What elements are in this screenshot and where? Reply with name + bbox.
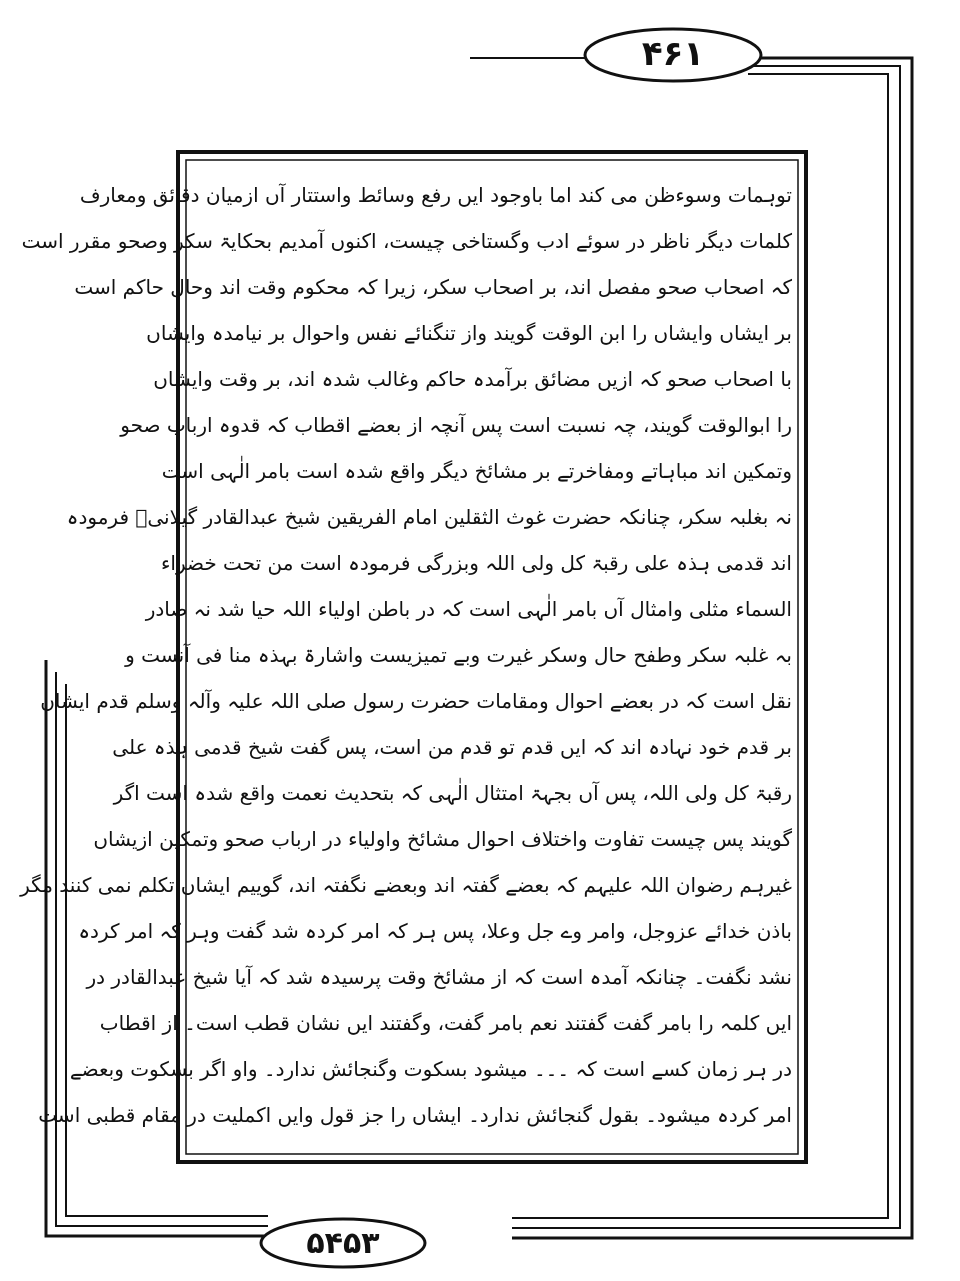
- text-line: وتمکین اند مباہاتے ومفاخرتے بر مشائخ دیگر واقع شدہ است بامر الٰہی است: [161, 459, 792, 483]
- page-number-bottom: ۵۴۵۳: [306, 1226, 380, 1261]
- text-line: نشد نگفت۔ چنانکہ آمدہ است کہ از مشائخ وقت پرسیدہ شد کہ آیا شیخ عبدالقادر در: [86, 965, 792, 989]
- text-line: امر کردہ میشود۔ بقول گنجائش ندارد۔ ایشاں را جز قول وایں اکملیت در مقام قطبی است: [38, 1103, 792, 1127]
- page-text-block: [20, 173, 792, 1153]
- page-number-top: ۴۶۱: [641, 34, 705, 74]
- text-line: گویند پس چیست تفاوت واختلاف احوال مشائخ واولیاء در ارباب صحو وتمکین ازیشاں: [93, 827, 792, 851]
- text-line: توہمات وسوءظن می کند اما باوجود ایں رفع وسائط واستتار آں ازمیان دقائق ومعارف: [79, 183, 792, 207]
- text-line: نہ بغلبہ سکر، چنانکہ حضرت غوث الثقلین امام الفریقین شیخ عبدالقادر گیلانیؒ فرمودہ: [66, 505, 792, 529]
- text-line: السماء مثلی وامثال آں بامر الٰہی است کہ در باطن اولیاء اللہ حیا شد نہ صادر: [145, 597, 792, 621]
- text-line: بر ایشاں وایشاں را ابن الوقت گویند واز تنگنائے نفس واحوال بر نیامدہ وایشاں: [146, 321, 792, 345]
- text-line: باذن خدائے عزوجل، وامر وے جل وعلا، پس ہر کہ امر کردہ شد گفت وہر کہ امر کردہ: [78, 919, 792, 943]
- text-line: با اصحاب صحو کہ ازیں مضائق برآمدہ حاکم وغالب شدہ اند، بر وقت وایشاں: [153, 367, 792, 391]
- text-line: غیرہم رضوان اللہ علیہم کہ بعضے گفتہ اند وبعضے نگفتہ اند، گوییم ایشاں تکلم نمی کنند مگر: [20, 873, 792, 897]
- text-line: بر قدم خود نہادہ اند کہ ایں قدم تو قدم من است، پس گفت شیخ قدمی ہذہ علی: [112, 735, 792, 759]
- text-line: ایں کلمہ را بامر گفت گفتند نعم بامر گفت، وگفتند ایں نشان قطب است۔ از اقطاب: [99, 1011, 792, 1035]
- text-line: کہ اصحاب صحو مفصل اند، بر اصحاب سکر، زیرا کہ محکوم وقت اند وحال حاکم است: [74, 275, 792, 299]
- text-line: اند قدمی ہذہ علی رقبۃ کل ولی اللہ وبزرگی فرمودہ است من تحت خضراء: [160, 551, 792, 575]
- text-line: بہ غلبہ سکر وطفح حال وسکر غیرت وبے تمیزیست واشارۃ بہذہ منا فی آنست و: [125, 643, 792, 667]
- text-line: در ہر زمان کسے است کہ ۔۔۔ میشود بسکوت وگنجائش ندارد۔ واو اگر بسکوت وبعضے: [69, 1057, 792, 1081]
- text-line: کلمات دیگر ناظر در سوئے ادب وگستاخی چیست، اکنوں آمدیم بحکایۃ سکر وصحو مقرر است: [21, 229, 792, 253]
- text-line: را ابوالوقت گویند، چہ نسبت است پس آنچہ از بعضے اقطاب کہ قدوہ ارباب صحو: [120, 413, 792, 437]
- text-line: نقل است کہ در بعضے احوال ومقامات حضرت رسول صلی اللہ علیہ وآلہ وسلم قدم ایشاں: [40, 689, 792, 713]
- text-line: رقبۃ کل ولی اللہ، پس آں بجہۃ امتثال الٰہی کہ بتحدیث نعمت واقع شدہ است اگر: [113, 781, 792, 805]
